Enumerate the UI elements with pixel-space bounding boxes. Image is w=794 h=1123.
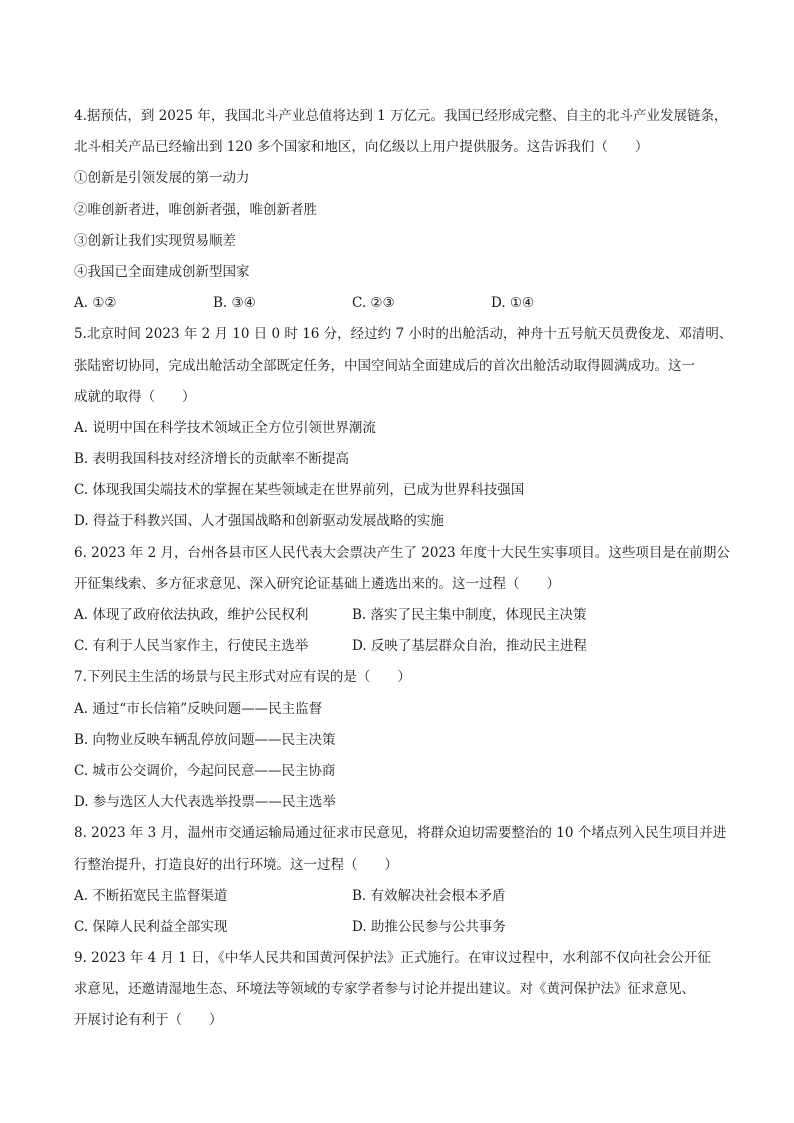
question-6-option-d[interactable]: D. 反映了基层群众自治，推动民主进程	[352, 638, 587, 655]
question-4-stem-line-1: 4.据预估，到 2025 年，我国北斗产业总值将达到 1 万亿元。我国已经形成完整、自主的北斗产业发展链条，	[74, 108, 728, 124]
question-6	[74, 538, 734, 663]
question-list	[74, 101, 734, 1037]
question-6-option-c[interactable]: C. 有利于人民当家作主，行使民主选举	[74, 638, 309, 655]
question-5-option-a[interactable]: A. 说明中国在科学技术领域正全方位引领世界潮流	[74, 419, 376, 436]
question-5-stem-line-1: 5.北京时间 2023 年 2 月 10 日 0 时 16 分，经过约 7 小时的出舱活动，神舟十五号航天员费俊龙、邓清明、	[74, 326, 733, 343]
question-9-stem-line-1: 9. 2023 年 4 月 1 日，《中华人民共和国黄河保护法》正式施行。在审议过程中，水利部不仅向社会公开征	[74, 950, 711, 967]
question-6-stem-line-2: 开征集线索、多方征求意见、深入研究论证基础上遴选出来的。这一过程（ ）	[74, 575, 560, 592]
question-4-option-c[interactable]: C. ②③	[352, 295, 395, 312]
question-9	[74, 943, 734, 1037]
question-8-stem-line-2: 行整治提升，打造良好的出行环境。这一过程（ ）	[74, 856, 398, 873]
question-6-option-a[interactable]: A. 体现了政府依法执政，维护公民权利	[74, 607, 309, 623]
question-4-statement-1: ①创新是引领发展的第一动力	[74, 170, 250, 187]
question-4-option-b[interactable]: B. ③④	[213, 295, 256, 312]
question-4-options	[74, 288, 734, 319]
question-5-stem-line-3: 成就的取得（ ）	[74, 388, 196, 405]
question-5-stem-line-2: 张陆密切协同，完成出舱活动全部既定任务，中国空间站全面建成后的首次出舱活动取得圆满成功。这一	[74, 357, 695, 374]
question-7-option-b[interactable]: B. 向物业反映车辆乱停放问题——民主决策	[74, 731, 336, 748]
question-8-option-b[interactable]: B. 有效解决社会根本矛盾	[352, 887, 506, 904]
question-5-option-b[interactable]: B. 表明我国科技对经济增长的贡献率不断提高	[74, 451, 350, 468]
question-8-option-d[interactable]: D. 助推公民参与公共事务	[352, 918, 506, 935]
question-8-option-a[interactable]: A. 不断拓宽民主监督渠道	[74, 887, 228, 904]
question-6-option-b[interactable]: B. 落实了民主集中制度，体现民主决策	[352, 607, 587, 623]
question-5-option-d[interactable]: D. 得益于科教兴国、人才强国战略和创新驱动发展战略的实施	[74, 513, 444, 530]
question-4-option-d[interactable]: D. ①④	[491, 295, 535, 312]
question-4-statement-2: ②唯创新者进，唯创新者强，唯创新者胜	[74, 201, 317, 218]
question-7-option-c[interactable]: C. 城市公交调价，今起问民意——民主协商	[74, 762, 336, 779]
question-5	[74, 319, 734, 537]
question-6-options-row-1	[74, 600, 734, 631]
question-7-option-d[interactable]: D. 参与选区人大代表选举投票——民主选举	[74, 794, 336, 811]
question-4-option-a[interactable]: A. ①②	[74, 295, 117, 312]
question-7-stem-line-1: 7.下列民主生活的场景与民主形式对应有误的是（ ）	[74, 669, 411, 686]
question-9-stem-line-3: 开展讨论有利于（ ）	[74, 1012, 223, 1029]
question-6-stem-line-1: 6. 2023 年 2 月，台州各县市区人民代表大会票决产生了 2023 年度十大民生实事项目。这些项目是在前期公	[74, 544, 730, 561]
question-4-statement-4: ④我国已全面建成创新型国家	[74, 263, 250, 280]
question-8-options-row-1	[74, 881, 734, 912]
question-4	[74, 101, 734, 319]
question-7-option-a[interactable]: A. 通过“市长信箱”反映问题——民主监督	[74, 700, 323, 717]
question-5-option-c[interactable]: C. 体现我国尖端技术的掌握在某些领域走在世界前列，已成为世界科技强国	[74, 482, 525, 499]
question-9-stem-line-2: 求意见，还邀请湿地生态、环境法等领域的专家学者参与讨论并提出建议。对《黄河保护法》征求意见、	[74, 981, 695, 998]
question-8-stem-line-1: 8. 2023 年 3 月，温州市交通运输局通过征求市民意见，将群众迫切需要整治的 10 个堵点列入民生项目并进	[74, 825, 727, 842]
question-6-options-row-2	[74, 631, 734, 662]
question-8-option-c[interactable]: C. 保障人民利益全部实现	[74, 918, 228, 935]
question-8	[74, 818, 734, 943]
question-7	[74, 662, 734, 818]
question-4-statement-3: ③创新让我们实现贸易顺差	[74, 232, 236, 249]
question-4-stem-line-2: 北斗相关产品已经输出到 120 多个国家和地区，向亿级以上用户提供服务。这告诉我们（ ）	[74, 139, 649, 156]
question-8-options-row-2	[74, 912, 734, 943]
